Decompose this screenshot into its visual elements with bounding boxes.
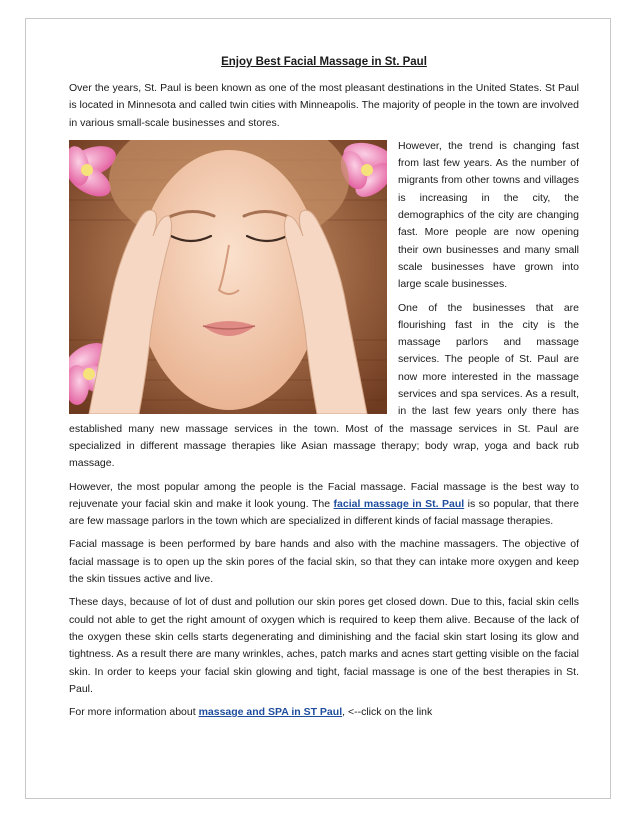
paragraph-intro: Over the years, St. Paul is been known as one of the most pleasant destinations in the United States. St Paul is located in Minnesota and called twin cities with Minneapolis. The majority of people in the town are involved in various small-scale businesses and stores. bbox=[69, 82, 579, 129]
paragraph-popular bbox=[69, 479, 579, 531]
massage-spa-link[interactable]: massage and SPA in ST Paul bbox=[198, 706, 343, 719]
paragraph-popular-text-1: However, the most popular among the people is the Facial massage. Facial massage is the best way to rejuvenate your facial skin and make it look young. The bbox=[69, 480, 579, 510]
paragraph-popular-text-2: is so popular, that there are few massage parlors in the town which are specialized in different kinds of facial massage therapies. bbox=[69, 497, 580, 528]
paragraph-pollution: These days, because of lot of dust and pollution our skin pores get closed down. Due to this, facial skin cells could not able to get the right amount of oxygen which is required to keep them alive. Because of the lack of the oxygen these skin cells starts degenerating and diminishing and the facial skin start losing its glow and tightness. As a result there are many wrinkles, aches, patch marks and acnes start getting visible on the facial skin. In order to keeps your facial skin glowing and tight, facial massage is one of the best therapies in St. Paul. bbox=[69, 596, 579, 695]
page-title: Enjoy Best Facial Massage in St. Paul bbox=[221, 56, 427, 68]
paragraph-businesses: One of the businesses that are flourishing fast in the city is the massage parlors and massage services. The people of St. Paul are now more interested in the massage services and spa services. As a result, in the last few years only there has established many new massage services in the town. Most of the massage services in St. Paul are specialized in different massage therapies like Asian massage therapy; body wrap, yoga and back rub massage. bbox=[69, 301, 579, 470]
more-info-text-1: For more information about bbox=[69, 706, 199, 719]
facial-massage-photo bbox=[69, 140, 387, 414]
paragraph-methods: Facial massage is been performed by bare hands and also with the machine massagers. The objective of facial massage is to open up the skin pores of the facial skin, so that they can intake more oxygen and keep the skin tissues active and live. bbox=[69, 538, 579, 586]
paragraph-trend: However, the trend is changing fast from last few years. As the number of migrants from other towns and villages is increasing in the city, the demographics of the city are changing fast. More people are now opening their own businesses and many small scale businesses have grown into large scale businesses. bbox=[398, 139, 579, 291]
photo-illustration bbox=[69, 140, 387, 414]
article bbox=[69, 55, 579, 727]
paragraph-more-info bbox=[69, 704, 579, 721]
more-info-text-2: , <--click on the link bbox=[342, 706, 433, 719]
facial-massage-link[interactable]: facial massage in St. Paul bbox=[333, 497, 465, 510]
document-page bbox=[25, 18, 611, 799]
